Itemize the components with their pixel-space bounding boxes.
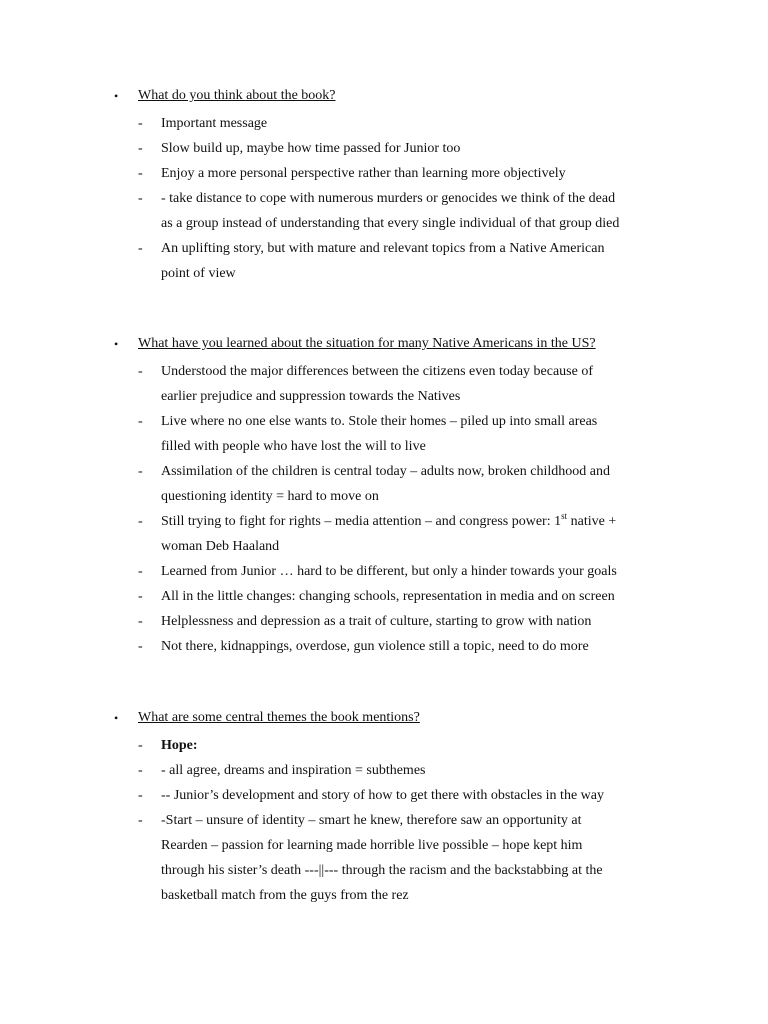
list-item: - Learned from Junior … hard to be different, but only a hinder towards your goals: [114, 559, 714, 584]
dash-icon: -: [138, 788, 143, 803]
dash-icon: -: [138, 514, 143, 529]
answer-list: [114, 359, 714, 659]
list-item: - Slow build up, maybe how time passed for Junior too: [114, 136, 714, 161]
question-text: What are some central themes the book mentions?: [138, 710, 420, 725]
list-item: - - all agree, dreams and inspiration = subthemes: [114, 758, 714, 783]
list-item: [114, 733, 714, 758]
dash-icon: -: [138, 414, 143, 429]
list-item: - All in the little changes: changing schools, representation in media and on screen: [114, 584, 714, 609]
theme-heading: Hope:: [161, 738, 198, 753]
question-heading: [114, 708, 714, 730]
answer-list: [114, 733, 714, 908]
dash-icon: -: [138, 141, 143, 156]
dash-icon: -: [138, 639, 143, 654]
bullet-icon: •: [114, 711, 119, 725]
list-item: - -Start – unsure of identity – smart he knew, therefore saw an opportunity at Rearden – passion for learning made horrible live possible – hope kept him through his sister’s death ---||--- through the racism and the backstabbing at the basketball match from the guys from the rez: [114, 808, 714, 908]
question-text: What do you think about the book?: [138, 88, 336, 103]
dash-icon: -: [138, 738, 143, 753]
dash-icon: -: [138, 589, 143, 604]
question-heading: [114, 334, 714, 356]
list-item: - Understood the major differences between the citizens even today because of earlier prejudice and suppression towards the Natives: [114, 359, 714, 409]
list-item: - Live where no one else wants to. Stole their homes – piled up into small areas filled with people who have lost the will to live: [114, 409, 714, 459]
list-item: - Helplessness and depression as a trait of culture, starting to grow with nation: [114, 609, 714, 634]
dash-icon: -: [138, 191, 143, 206]
section-book-opinion: [114, 86, 714, 286]
question-text: What have you learned about the situation for many Native Americans in the US?: [138, 336, 596, 351]
question-heading: [114, 86, 714, 108]
dash-icon: -: [138, 241, 143, 256]
section-central-themes: [114, 708, 714, 908]
list-item: - Important message: [114, 111, 714, 136]
bullet-icon: •: [114, 89, 119, 103]
list-item: - Assimilation of the children is central today – adults now, broken childhood and questioning identity = hard to move on: [114, 459, 714, 509]
list-item: - Enjoy a more personal perspective rather than learning more objectively: [114, 161, 714, 186]
list-item: - An uplifting story, but with mature and relevant topics from a Native American point of view: [114, 236, 714, 286]
list-item: - - take distance to cope with numerous murders or genocides we think of the dead as a group instead of understanding that every single individual of that group died: [114, 186, 714, 236]
dash-icon: -: [138, 813, 143, 828]
ordinal-superscript: st: [561, 511, 568, 521]
dash-icon: -: [138, 763, 143, 778]
list-item: - Not there, kidnappings, overdose, gun violence still a topic, need to do more: [114, 634, 714, 659]
list-item: - Still trying to fight for rights – media attention – and congress power: 1st native + woman Deb Haaland: [138, 511, 617, 554]
dash-icon: -: [138, 166, 143, 181]
bullet-icon: •: [114, 337, 119, 351]
dash-icon: -: [138, 614, 143, 629]
list-item: - -- Junior’s development and story of how to get there with obstacles in the way: [114, 783, 714, 808]
section-native-americans-situation: [114, 334, 714, 659]
dash-icon: -: [138, 116, 143, 131]
dash-icon: -: [138, 564, 143, 579]
dash-icon: -: [138, 464, 143, 479]
dash-icon: -: [138, 364, 143, 379]
answer-list: [114, 111, 714, 286]
